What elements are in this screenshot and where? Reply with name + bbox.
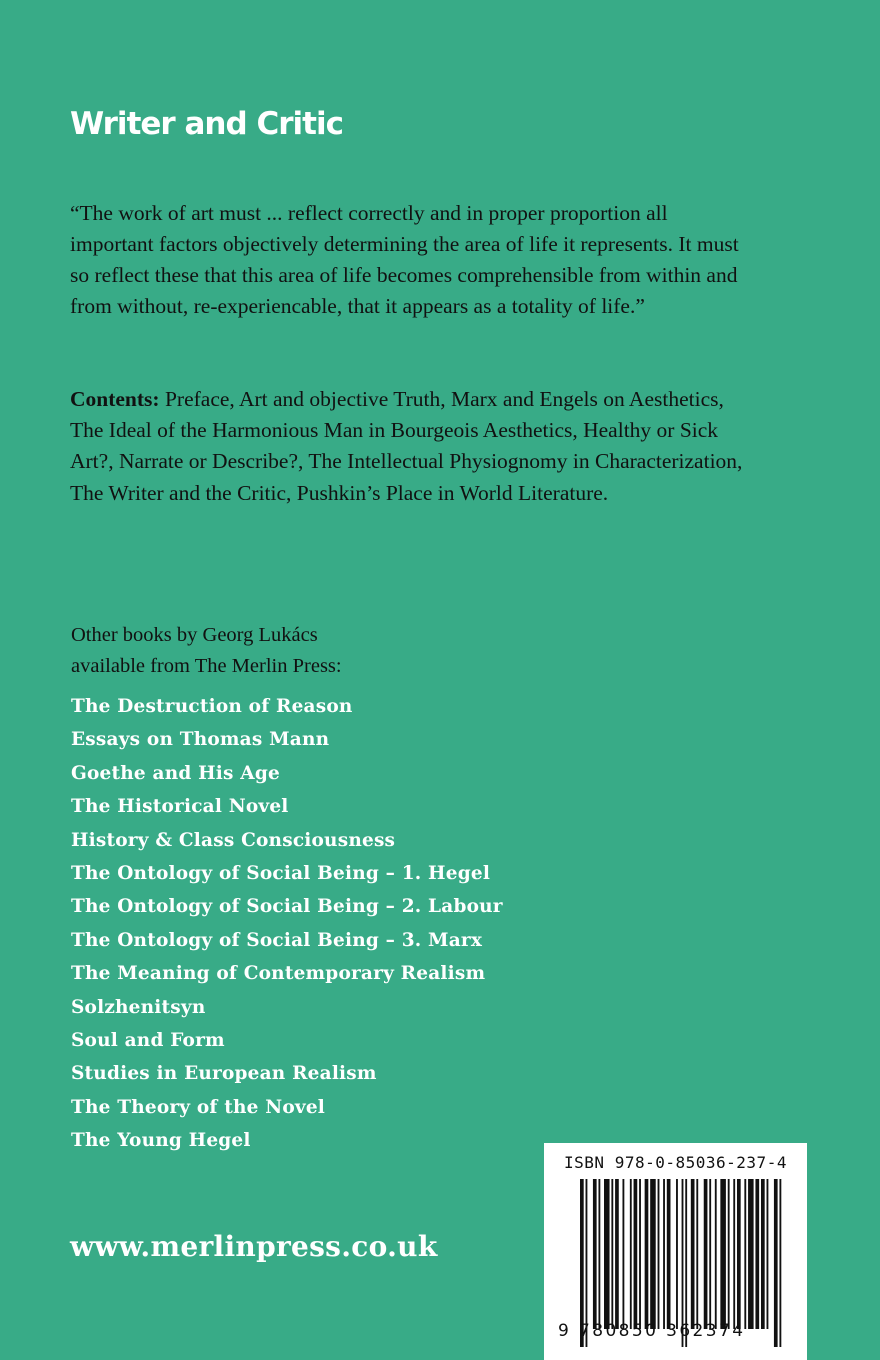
- isbn-label: ISBN 978-0-85036-237-4: [564, 1153, 787, 1172]
- isbn-barcode: [544, 1143, 807, 1360]
- book-title-item: The Ontology of Social Being – 2. Labour: [71, 896, 503, 918]
- barcode-bar: [598, 1179, 600, 1329]
- book-title-item: Essays on Thomas Mann: [71, 729, 330, 751]
- book-title-item: Soul and Form: [71, 1030, 225, 1052]
- other-books-list: [71, 690, 503, 1158]
- book-title-item: Solzhenitsyn: [71, 996, 206, 1018]
- book-title-item: The Ontology of Social Being – 1. Hegel: [71, 863, 491, 885]
- contents-label: Contents:: [70, 387, 160, 411]
- barcode-bar: [611, 1179, 613, 1329]
- book-title-item: The Ontology of Social Being – 3. Marx: [71, 929, 483, 951]
- barcode-bar: [615, 1179, 619, 1329]
- barcode-bar: [696, 1179, 698, 1329]
- barcode-bar: [593, 1179, 597, 1329]
- barcode-bar: [720, 1179, 726, 1329]
- barcode-digits: 9 780850 362374: [558, 1321, 746, 1341]
- barcode-bar: [658, 1179, 660, 1329]
- other-books-intro-line-2: available from The Merlin Press:: [71, 655, 342, 677]
- book-title: Writer and Critic: [70, 106, 343, 142]
- book-title-item: The Destruction of Reason: [71, 696, 353, 717]
- barcode-bar: [715, 1179, 717, 1329]
- barcode-bar: [630, 1179, 632, 1329]
- barcode-bar: [691, 1179, 695, 1329]
- barcode-bar: [767, 1179, 769, 1329]
- barcode-bar: [733, 1179, 735, 1329]
- barcode-bar: [744, 1179, 746, 1329]
- contents-list: Preface, Art and objective Truth, Marx and Engels on Aesthetics, The Ideal of the Harmonious Man in Bourgeois Aesthetics, Healthy or Sick Art?, Narrate or Describe?, The Intellectual Physiognomy in Characterization, The Writer and the Critic, Pushkin’s Place in World Literature.: [70, 387, 743, 505]
- barcode-bar: [704, 1179, 708, 1329]
- barcode-bar: [639, 1179, 641, 1329]
- other-books-intro: [71, 620, 471, 682]
- barcode-bar: [663, 1179, 665, 1329]
- barcode-bar: [709, 1179, 711, 1329]
- barcode-bar: [667, 1179, 671, 1329]
- barcode-bar: [604, 1179, 610, 1329]
- blurb-quote: “The work of art must ... reflect correctly and in proper proportion all important factors objectively determining the area of life it represents. It must so reflect these that this area of life becomes comprehensible from within and from without, re-experiencable, that it appears as a totality of life.”: [70, 201, 739, 318]
- barcode-bar: [622, 1179, 624, 1329]
- book-title-item: History & Class Consciousness: [71, 829, 396, 851]
- barcode-bar: [755, 1179, 759, 1329]
- barcode-bar: [748, 1179, 754, 1329]
- publisher-website: www.merlinpress.co.uk: [70, 1230, 438, 1263]
- book-title-item: The Meaning of Contemporary Realism: [71, 963, 486, 985]
- barcode-bar: [645, 1179, 649, 1329]
- barcode-bar: [676, 1179, 678, 1329]
- barcode-bar: [634, 1179, 638, 1329]
- barcode-bar: [728, 1179, 730, 1329]
- book-title-item: The Historical Novel: [71, 796, 289, 818]
- contents-paragraph: [70, 384, 750, 509]
- book-title-item: Goethe and His Age: [71, 762, 280, 784]
- book-title-item: Studies in European Realism: [71, 1063, 377, 1085]
- barcode-bar: [761, 1179, 765, 1329]
- book-title-item: The Theory of the Novel: [71, 1096, 326, 1118]
- barcode-bar: [737, 1179, 741, 1329]
- book-title-item: The Young Hegel: [71, 1130, 251, 1152]
- other-books-intro-line-1: Other books by Georg Lukács: [71, 624, 318, 646]
- barcode-bar: [650, 1179, 656, 1329]
